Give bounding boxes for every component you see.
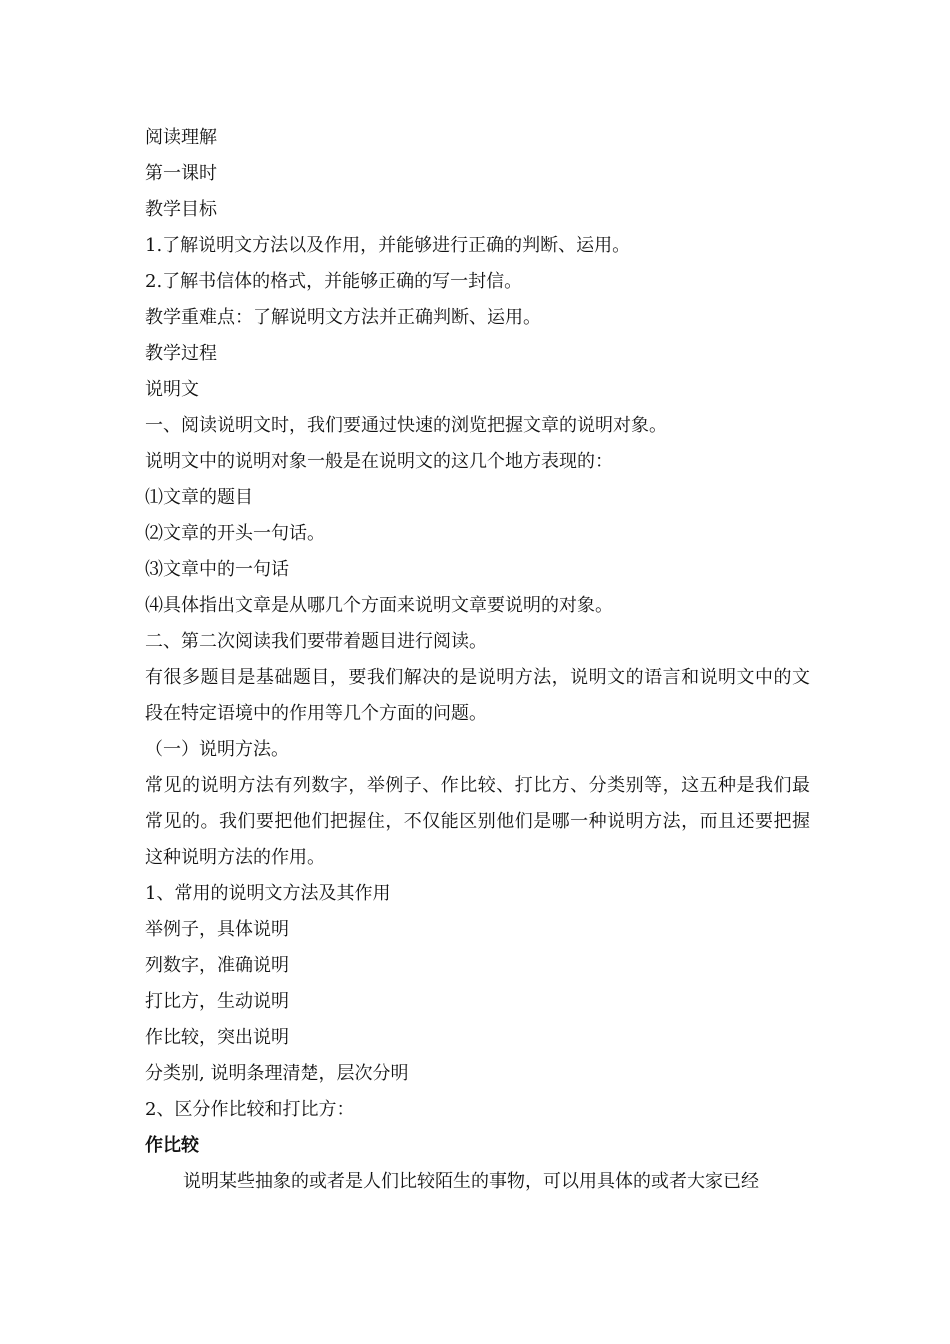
object-locations-intro: 说明文中的说明对象一般是在说明文的这几个地方表现的： (145, 451, 613, 472)
methods-heading: 1、常用的说明文方法及其作用 (145, 883, 391, 904)
paragraph-start: 说明某些抽象的或者是人们比较陌生的事物，可以用具体的或者大家已经 (183, 1171, 759, 1192)
distinguish-heading: 2、区分作比较和打比方： (145, 1099, 355, 1120)
list-item: ⑶文章中的一句话 (145, 559, 289, 580)
method-item: 列数字，准确说明 (145, 955, 289, 976)
key-difficulty: 教学重难点：了解说明文方法并正确判断、运用。 (145, 307, 541, 328)
process-heading: 教学过程 (145, 343, 217, 364)
list-item: ⑷具体指出文章是从哪几个方面来说明文章要说明的对象。 (145, 595, 613, 616)
method-item: 作比较，突出说明 (145, 1027, 289, 1048)
section-heading: （一）说明方法。 (145, 739, 289, 760)
doc-title: 阅读理解 (145, 127, 217, 148)
method-item: 分类别, 说明条理清楚，层次分明 (145, 1063, 409, 1084)
lesson-label: 第一课时 (145, 163, 217, 184)
method-item: 打比方，生动说明 (145, 991, 289, 1012)
step-2: 二、第二次阅读我们要带着题目进行阅读。 (145, 631, 487, 652)
list-item: ⑵文章的开头一句话。 (145, 523, 325, 544)
document-body (145, 120, 810, 1200)
objective-2: 2.了解书信体的格式，并能够正确的写一封信。 (145, 271, 523, 292)
expository-heading: 说明文 (145, 379, 199, 400)
objectives-heading: 教学目标 (145, 199, 217, 220)
step-1: 一、阅读说明文时，我们要通过快速的浏览把握文章的说明对象。 (145, 415, 667, 436)
list-item: ⑴文章的题目 (145, 487, 253, 508)
bold-subheading: 作比较 (145, 1135, 199, 1156)
paragraph: 有很多题目是基础题目，要我们解决的是说明方法，说明文的语言和说明文中的文段在特定语境中的作用等几个方面的问题。 (145, 667, 810, 724)
objective-1: 1.了解说明文方法以及作用，并能够进行正确的判断、运用。 (145, 235, 631, 256)
method-item: 举例子，具体说明 (145, 919, 289, 940)
paragraph: 常见的说明方法有列数字，举例子、作比较、打比方、分类别等，这五种是我们最常见的。我们要把他们把握住，不仅能区别他们是哪一种说明方法，而且还要把握这种说明方法的作用。 (145, 775, 810, 868)
